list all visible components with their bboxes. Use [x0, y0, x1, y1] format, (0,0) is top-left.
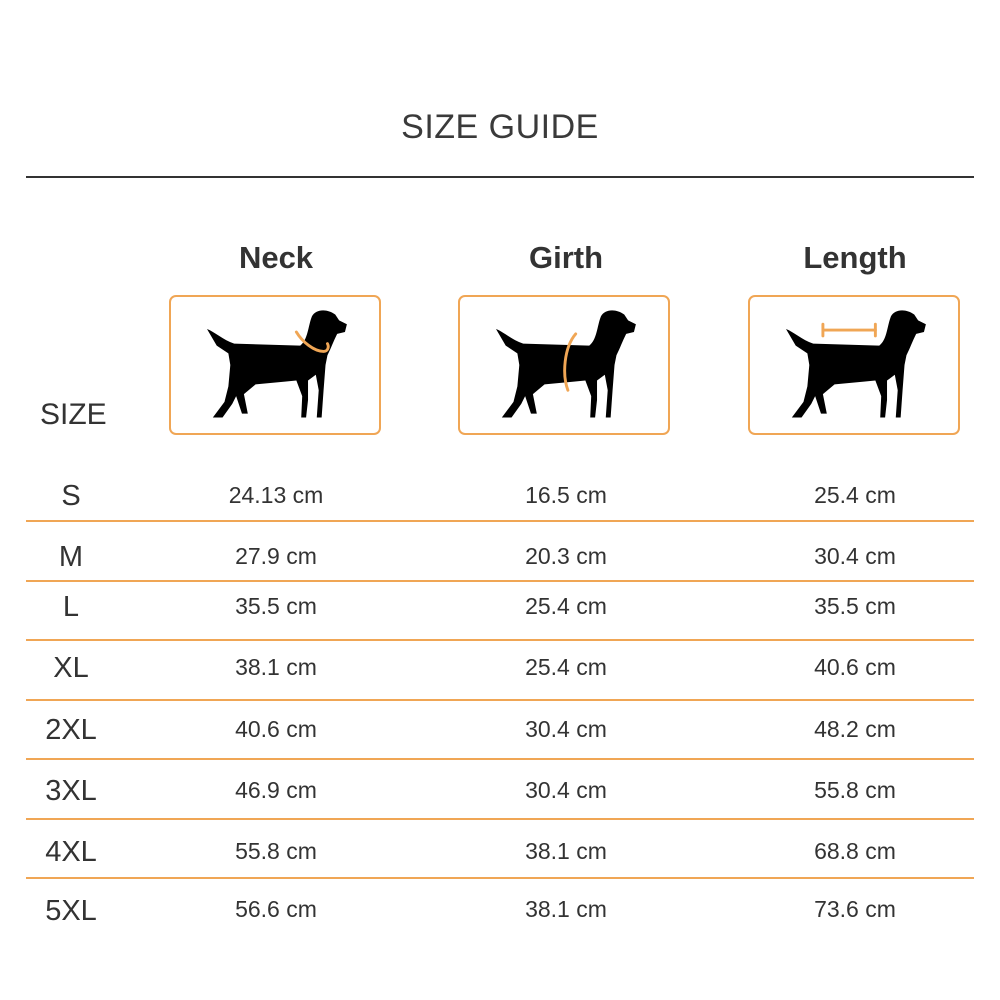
- length-cell: 48.2 cm: [814, 716, 896, 742]
- size-cell: L: [62, 591, 80, 623]
- girth-cell: 20.3 cm: [525, 543, 607, 569]
- neck-cell: 27.9 cm: [235, 543, 317, 569]
- size-cell: S: [61, 480, 81, 512]
- size-cell: XL: [53, 652, 89, 684]
- dog-girth-measure-icon: [460, 297, 668, 433]
- girth-icon-box: [458, 295, 670, 435]
- neck-cell: 56.6 cm: [235, 896, 317, 922]
- neck-cell: 46.9 cm: [235, 777, 317, 803]
- length-icon-box: [748, 295, 960, 435]
- length-cell: 55.8 cm: [814, 777, 896, 803]
- title-divider: [26, 176, 974, 178]
- neck-cell: 35.5 cm: [235, 593, 317, 619]
- row-divider: [26, 877, 974, 879]
- girth-cell: 38.1 cm: [525, 838, 607, 864]
- neck-cell: 24.13 cm: [228, 482, 324, 508]
- size-cell: 2XL: [45, 714, 97, 746]
- girth-cell: 30.4 cm: [525, 716, 607, 742]
- row-divider: [26, 818, 974, 820]
- neck-cell: 40.6 cm: [235, 716, 317, 742]
- girth-cell: 16.5 cm: [525, 482, 607, 508]
- size-cell: M: [58, 541, 84, 573]
- girth-cell: 25.4 cm: [525, 654, 607, 680]
- dog-neck-measure-icon: [171, 297, 379, 433]
- neck-cell: 55.8 cm: [235, 838, 317, 864]
- column-header-neck: Neck: [238, 240, 314, 275]
- column-header-length: Length: [803, 240, 907, 275]
- girth-cell: 38.1 cm: [525, 896, 607, 922]
- row-divider: [26, 758, 974, 760]
- column-header-girth: Girth: [528, 240, 604, 275]
- size-cell: 5XL: [45, 895, 97, 927]
- row-divider: [26, 580, 974, 582]
- neck-icon-box: [169, 295, 381, 435]
- dog-length-measure-icon: [750, 297, 958, 433]
- length-cell: 73.6 cm: [814, 896, 896, 922]
- length-cell: 35.5 cm: [814, 593, 896, 619]
- girth-cell: 25.4 cm: [525, 593, 607, 619]
- size-cell: 4XL: [45, 836, 97, 868]
- row-divider: [26, 699, 974, 701]
- row-divider: [26, 520, 974, 522]
- size-cell: 3XL: [45, 775, 97, 807]
- length-cell: 68.8 cm: [814, 838, 896, 864]
- page-title: SIZE GUIDE: [401, 108, 599, 146]
- girth-cell: 30.4 cm: [525, 777, 607, 803]
- length-cell: 25.4 cm: [814, 482, 896, 508]
- length-cell: 40.6 cm: [814, 654, 896, 680]
- length-cell: 30.4 cm: [814, 543, 896, 569]
- neck-cell: 38.1 cm: [235, 654, 317, 680]
- row-divider: [26, 639, 974, 641]
- size-column-label: SIZE: [40, 398, 107, 431]
